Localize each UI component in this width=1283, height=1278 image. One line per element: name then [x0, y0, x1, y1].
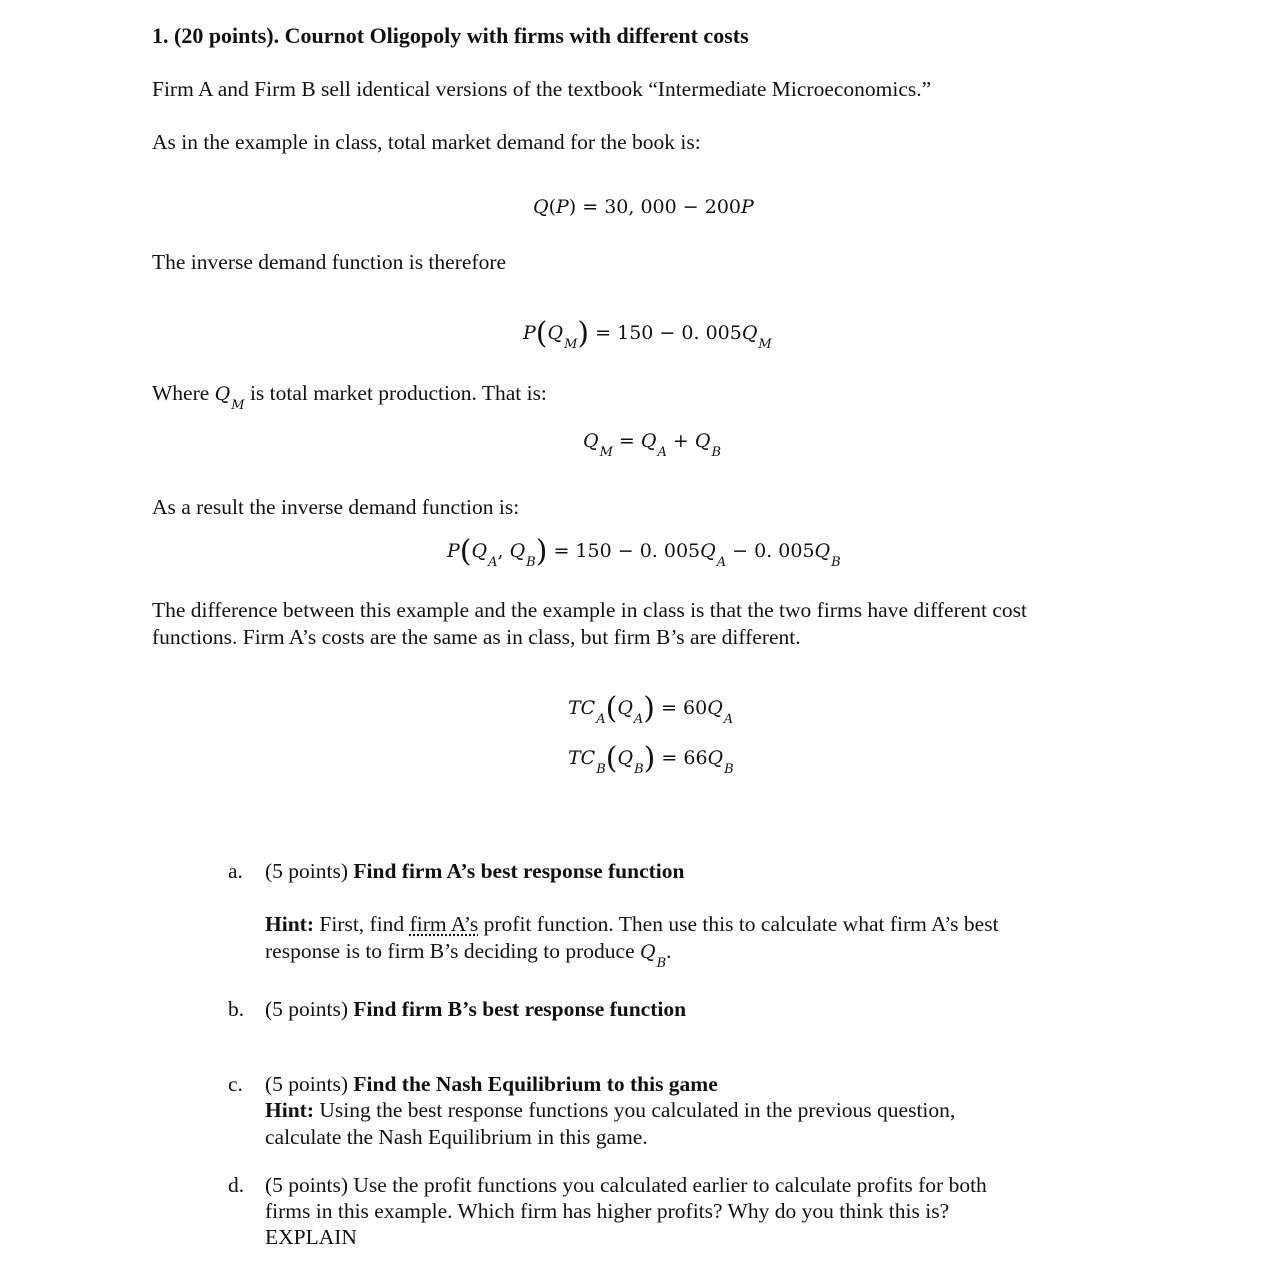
page-title: 1. (20 points). Cournot Oligopoly with firms with different costs	[152, 23, 749, 48]
difference-line-1: The difference between this example and the example in class is that the two firms have different cost	[152, 598, 1028, 622]
equation-cost-b: $TC_B(Q_B) = 66Q_B$	[568, 741, 734, 777]
intro-line: Firm A and Firm B sell identical versions of the textbook “Intermediate Microeconomics.”	[152, 77, 932, 101]
equation-inverse-demand: $P(Q_M) = 150 - 0$. $005Q_M$	[523, 316, 772, 352]
question-b-letter: b.	[228, 997, 245, 1021]
equation-inverse-demand-two-firms: $P(Q_A$, $Q_B) = 150 - 0$. $005Q_A - 0$. $005Q_B$	[447, 534, 841, 570]
question-d-line-3: EXPLAIN	[265, 1225, 357, 1249]
question-a-letter: a.	[228, 859, 243, 883]
question-d-line-1: (5 points) Use the profit functions you calculated earlier to calculate profits for both	[265, 1173, 987, 1197]
equation-cost-a: $TC_A(Q_A) = 60Q_A$	[568, 691, 734, 727]
question-a-hint-1: Hint: First, find firm A’s profit function. Then use this to calculate what firm A’s best	[265, 912, 999, 936]
question-c-letter: c.	[228, 1072, 243, 1096]
question-d-letter: d.	[228, 1173, 245, 1197]
where-line: Where $Q_M$ is total market production. That is:	[152, 381, 547, 413]
question-c: (5 points) Find the Nash Equilibrium to this game	[265, 1072, 718, 1096]
result-intro: As a result the inverse demand function is:	[152, 495, 520, 519]
question-a-hint-2: response is to firm B’s deciding to produce $Q_B$.	[265, 939, 672, 971]
question-a: (5 points) Find firm A’s best response function	[265, 859, 685, 883]
demand-intro: As in the example in class, total market demand for the book is:	[152, 130, 701, 154]
question-d-line-2: firms in this example. Which firm has higher profits? Why do you think this is?	[265, 1199, 950, 1223]
question-b: (5 points) Find firm B’s best response function	[265, 997, 687, 1021]
question-c-hint-2: calculate the Nash Equilibrium in this game.	[265, 1125, 648, 1149]
inverse-intro: The inverse demand function is therefore	[152, 250, 507, 274]
question-c-hint-1: Hint: Using the best response functions you calculated in the previous question,	[265, 1098, 956, 1122]
equation-demand: Q(P) = 30, 000 − 200P	[533, 196, 754, 218]
difference-line-2: functions. Firm A’s costs are the same as in class, but firm B’s are different.	[152, 625, 801, 649]
equation-total-quantity: $Q_M = Q_A + Q_B$	[583, 430, 721, 460]
